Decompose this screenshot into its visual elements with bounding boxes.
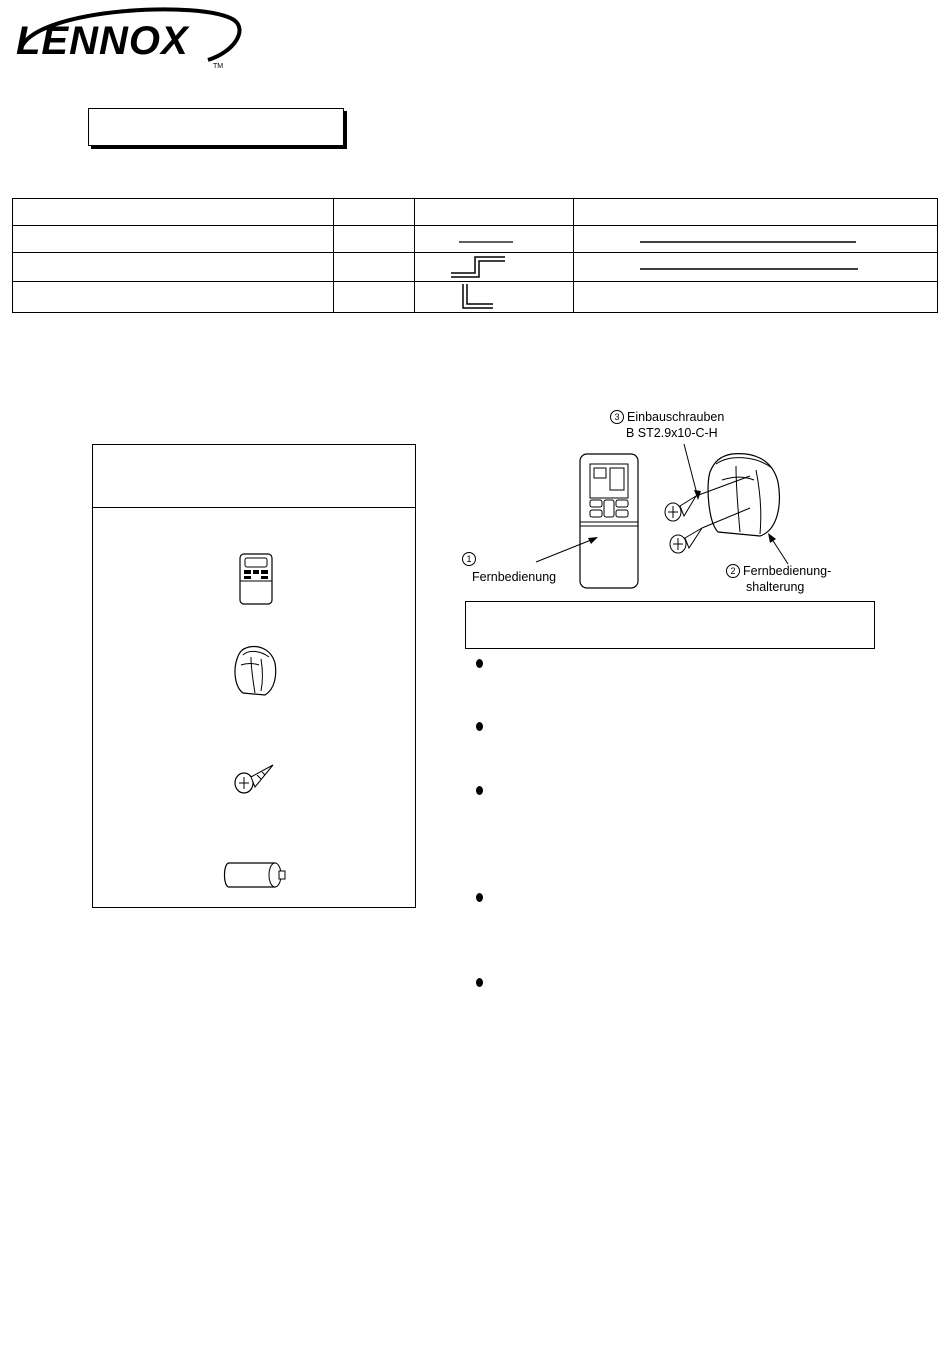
l-bend-symbol: [415, 282, 573, 312]
table-row: [13, 282, 938, 313]
svg-text:LENNOX: LENNOX: [16, 19, 189, 63]
callout-number: 1: [462, 552, 476, 566]
straight-line-symbol: [415, 226, 573, 252]
accessory-list-header: [93, 445, 415, 508]
screws-label: 3 Einbauschrauben: [610, 410, 724, 424]
battery-icon: [223, 861, 289, 889]
lennox-logo-graphic: [12, 6, 244, 70]
accessory-list-box: [92, 444, 416, 908]
bullet-point: [476, 786, 483, 795]
table-row: [13, 226, 938, 253]
table-row: [13, 253, 938, 282]
bullet-point: [476, 659, 483, 668]
bullet-point: [476, 893, 483, 902]
note-box: [465, 601, 875, 649]
pipe-spec-table: [12, 198, 938, 313]
remote-holder-icon: [231, 641, 281, 697]
section-title-box: [88, 108, 344, 146]
underline-mark: [574, 253, 934, 281]
bullet-point: [476, 722, 483, 731]
callout-number: 3: [610, 410, 624, 424]
screws-spec-label: B ST2.9x10-C-H: [626, 426, 718, 440]
bullet-point: [476, 978, 483, 987]
remote-control-icon: [239, 553, 273, 605]
callout-number: 2: [726, 564, 740, 578]
mounting-screw-icon: [233, 761, 275, 795]
remote-label: Fernbedienung: [472, 570, 557, 584]
underline-mark: [574, 226, 934, 252]
trademark-mark: TM: [213, 63, 224, 70]
holder-label-line2: shalterung: [746, 580, 805, 594]
remote-callout: [462, 552, 479, 566]
step-bend-symbol: [415, 253, 573, 281]
table-row: [13, 199, 938, 226]
installation-figure: [460, 404, 910, 600]
lennox-logo: [12, 6, 244, 70]
holder-label: 2 Fernbedienung-: [726, 564, 831, 578]
